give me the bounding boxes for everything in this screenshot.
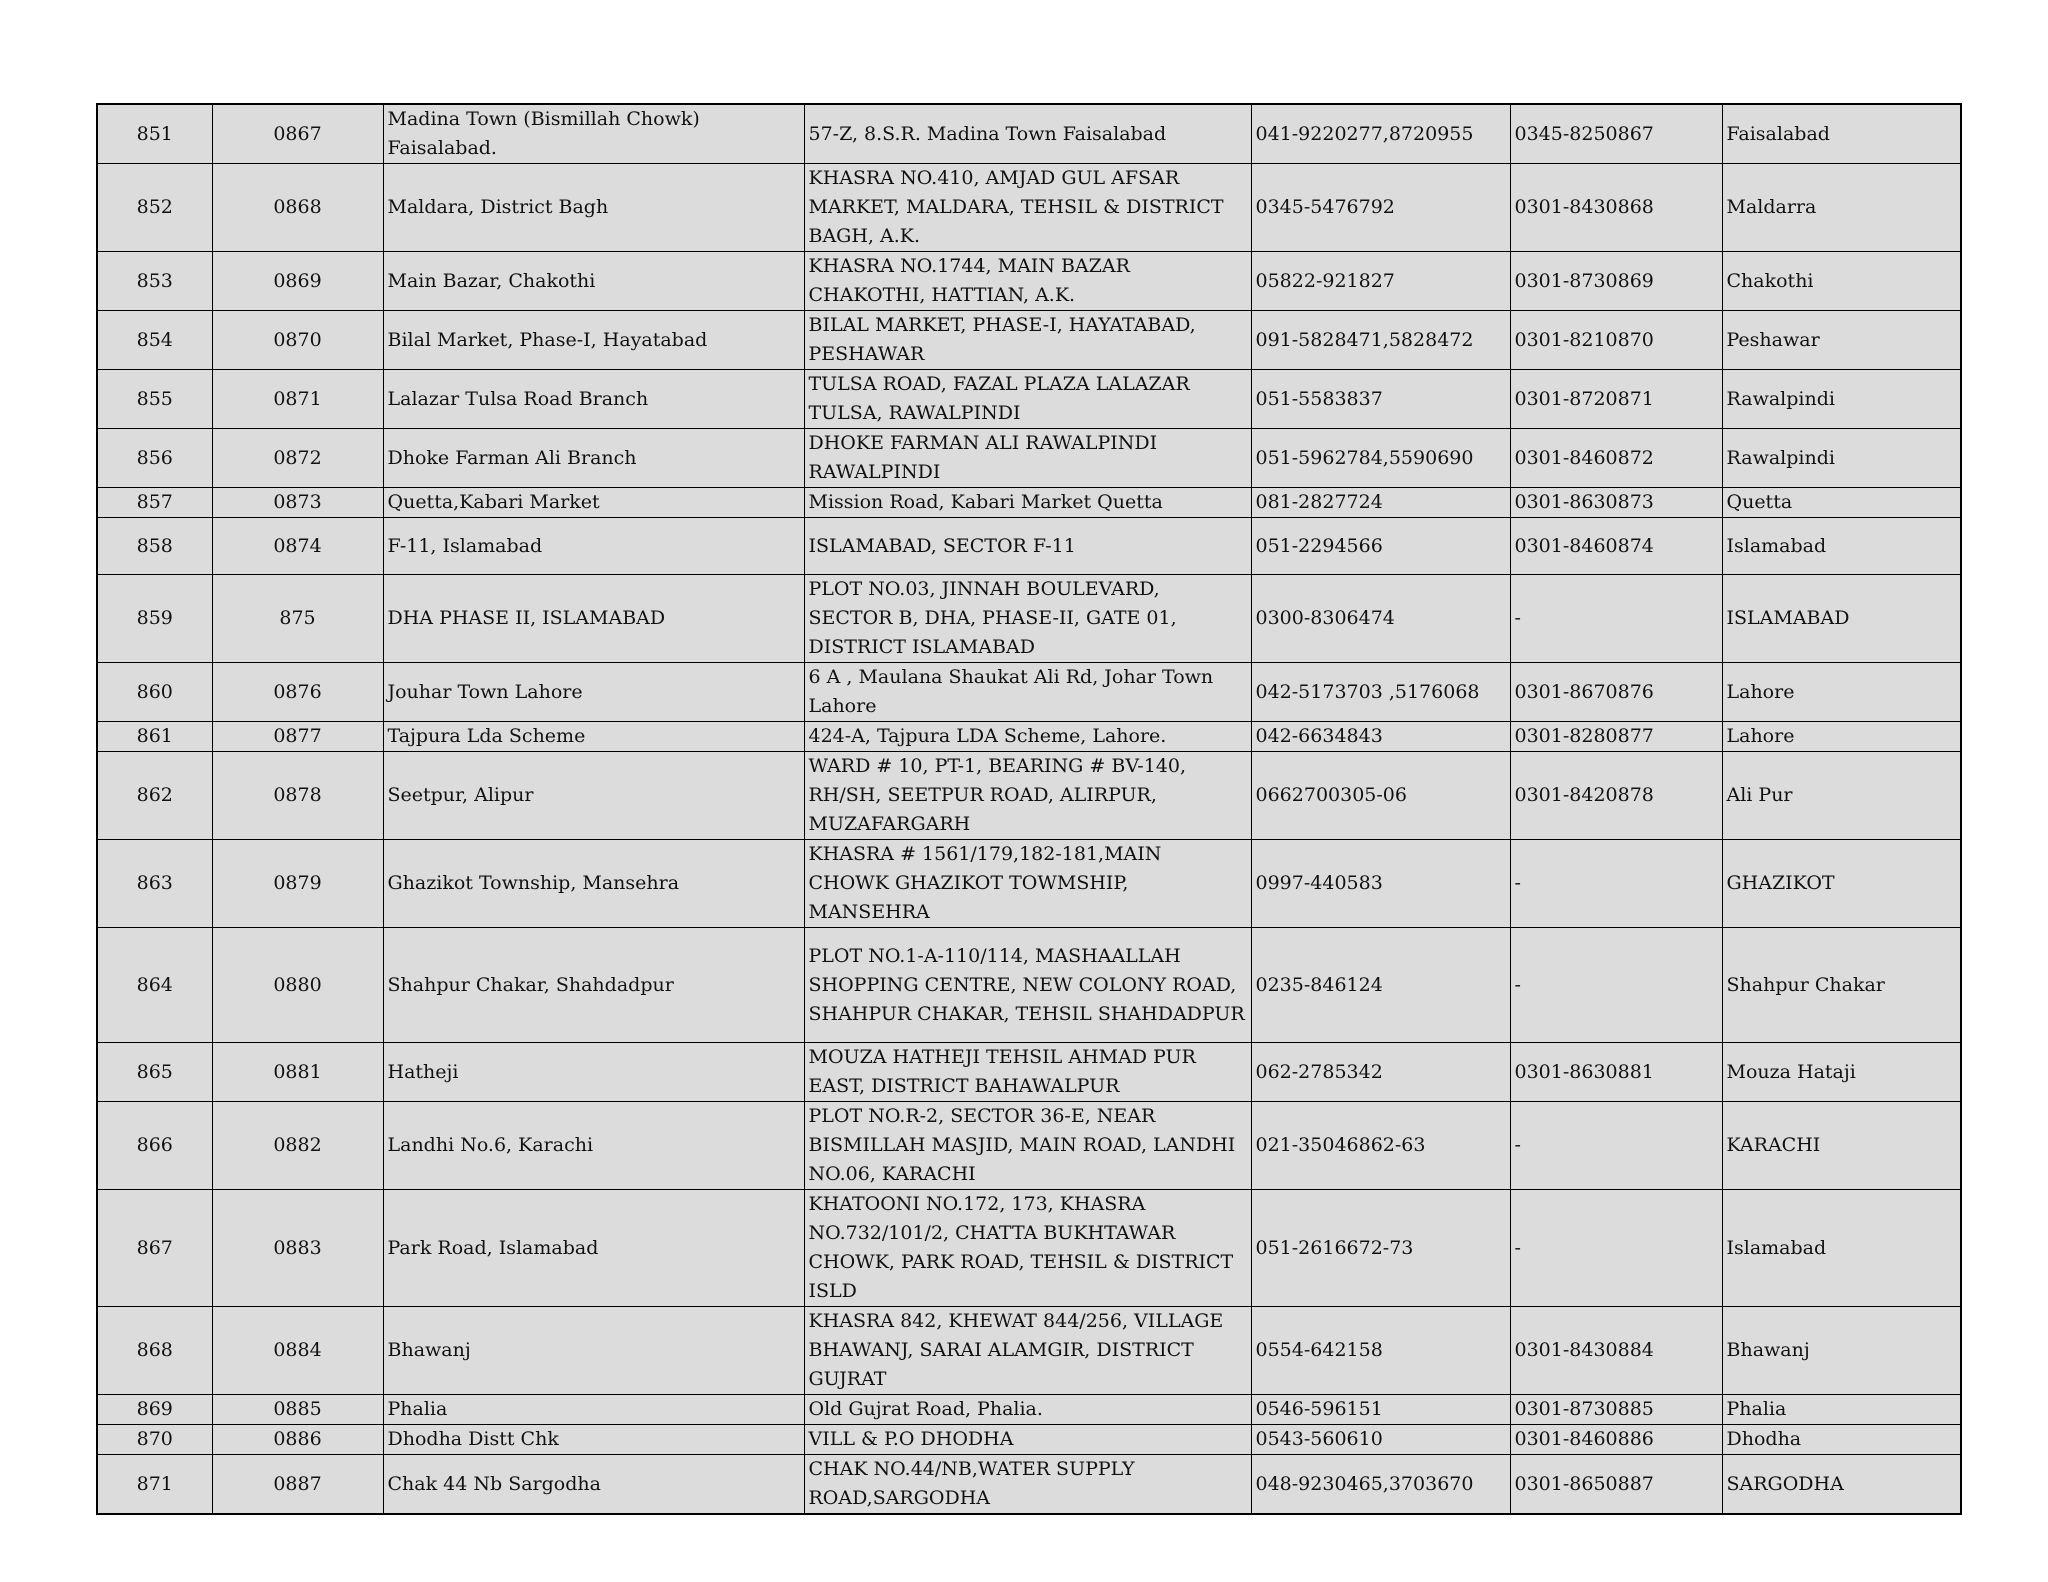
mobile-number: 0301-8730885	[1510, 1395, 1722, 1425]
phone-number: 048-9230465,3703670	[1251, 1455, 1510, 1515]
branch-name: Seetpur, Alipur	[383, 752, 804, 840]
branch-code: 0883	[212, 1190, 383, 1307]
serial-number: 863	[97, 840, 212, 928]
branch-code: 0876	[212, 663, 383, 722]
phone-number: 0345-5476792	[1251, 164, 1510, 252]
mobile-number: 0301-8460886	[1510, 1425, 1722, 1455]
serial-number: 852	[97, 164, 212, 252]
branch-code: 875	[212, 575, 383, 663]
serial-number: 855	[97, 370, 212, 429]
mobile-number: 0301-8630873	[1510, 488, 1722, 518]
mobile-number: 0301-8650887	[1510, 1455, 1722, 1515]
mobile-number: -	[1510, 840, 1722, 928]
branch-name: Bilal Market, Phase-I, Hayatabad	[383, 311, 804, 370]
table-row	[97, 1307, 1961, 1395]
branch-code: 0879	[212, 840, 383, 928]
mobile-number: -	[1510, 1102, 1722, 1190]
table-row	[97, 311, 1961, 370]
branch-address: DHOKE FARMAN ALI RAWALPINDI RAWALPINDI	[804, 429, 1251, 488]
table-row	[97, 104, 1961, 164]
branch-name: Maldara, District Bagh	[383, 164, 804, 252]
branch-name: Main Bazar, Chakothi	[383, 252, 804, 311]
branch-name: Quetta,Kabari Market	[383, 488, 804, 518]
branch-code: 0881	[212, 1043, 383, 1102]
city: Islamabad	[1722, 1190, 1961, 1307]
branch-name: Shahpur Chakar, Shahdadpur	[383, 928, 804, 1043]
branch-code: 0871	[212, 370, 383, 429]
city: ISLAMABAD	[1722, 575, 1961, 663]
branch-name: Jouhar Town Lahore	[383, 663, 804, 722]
branch-name: Chak 44 Nb Sargodha	[383, 1455, 804, 1515]
phone-number: 051-2294566	[1251, 518, 1510, 575]
branch-address: VILL & P.O DHODHA	[804, 1425, 1251, 1455]
table-body	[97, 104, 1961, 1514]
mobile-number: 0301-8420878	[1510, 752, 1722, 840]
serial-number: 854	[97, 311, 212, 370]
table-row	[97, 575, 1961, 663]
mobile-number: 0301-8280877	[1510, 722, 1722, 752]
branch-address: KHASRA 842, KHEWAT 844/256, VILLAGE BHAWANJ, SARAI ALAMGIR, DISTRICT GUJRAT	[804, 1307, 1251, 1395]
branch-code: 0867	[212, 104, 383, 164]
phone-number: 051-2616672-73	[1251, 1190, 1510, 1307]
branch-name: Dhodha Distt Chk	[383, 1425, 804, 1455]
serial-number: 865	[97, 1043, 212, 1102]
branch-address: PLOT NO.R-2, SECTOR 36-E, NEAR BISMILLAH MASJID, MAIN ROAD, LANDHI NO.06, KARACHI	[804, 1102, 1251, 1190]
table-row	[97, 928, 1961, 1043]
city: Bhawanj	[1722, 1307, 1961, 1395]
serial-number: 858	[97, 518, 212, 575]
branch-address: 424-A, Tajpura LDA Scheme, Lahore.	[804, 722, 1251, 752]
phone-number: 081-2827724	[1251, 488, 1510, 518]
city: Lahore	[1722, 663, 1961, 722]
mobile-number: 0301-8460874	[1510, 518, 1722, 575]
branch-address: PLOT NO.1-A-110/114, MASHAALLAH SHOPPING CENTRE, NEW COLONY ROAD, SHAHPUR CHAKAR, TEHSIL SHAHDADPUR	[804, 928, 1251, 1043]
serial-number: 867	[97, 1190, 212, 1307]
branch-address: Mission Road, Kabari Market Quetta	[804, 488, 1251, 518]
city: KARACHI	[1722, 1102, 1961, 1190]
table-row	[97, 1455, 1961, 1515]
serial-number: 869	[97, 1395, 212, 1425]
mobile-number: 0301-8430868	[1510, 164, 1722, 252]
serial-number: 868	[97, 1307, 212, 1395]
mobile-number: 0301-8430884	[1510, 1307, 1722, 1395]
table-row	[97, 1425, 1961, 1455]
mobile-number: 0301-8720871	[1510, 370, 1722, 429]
phone-number: 0300-8306474	[1251, 575, 1510, 663]
phone-number: 042-5173703 ,5176068	[1251, 663, 1510, 722]
serial-number: 856	[97, 429, 212, 488]
table-row	[97, 1102, 1961, 1190]
table-row	[97, 752, 1961, 840]
branch-name: Phalia	[383, 1395, 804, 1425]
phone-number: 051-5962784,5590690	[1251, 429, 1510, 488]
table-row	[97, 518, 1961, 575]
branch-address: KHASRA NO.410, AMJAD GUL AFSAR MARKET, MALDARA, TEHSIL & DISTRICT BAGH, A.K.	[804, 164, 1251, 252]
branch-name: F-11, Islamabad	[383, 518, 804, 575]
city: Islamabad	[1722, 518, 1961, 575]
table-row	[97, 722, 1961, 752]
branch-code: 0887	[212, 1455, 383, 1515]
serial-number: 860	[97, 663, 212, 722]
phone-number: 041-9220277,8720955	[1251, 104, 1510, 164]
city: Lahore	[1722, 722, 1961, 752]
branch-name: Lalazar Tulsa Road Branch	[383, 370, 804, 429]
serial-number: 851	[97, 104, 212, 164]
serial-number: 857	[97, 488, 212, 518]
serial-number: 870	[97, 1425, 212, 1455]
branch-name: Dhoke Farman Ali Branch	[383, 429, 804, 488]
branch-address: CHAK NO.44/NB,WATER SUPPLY ROAD,SARGODHA	[804, 1455, 1251, 1515]
branch-name: Madina Town (Bismillah Chowk) Faisalabad.	[383, 104, 804, 164]
mobile-number: -	[1510, 1190, 1722, 1307]
city: Rawalpindi	[1722, 429, 1961, 488]
table-row	[97, 488, 1961, 518]
branch-address: ISLAMABAD, SECTOR F-11	[804, 518, 1251, 575]
branch-name: DHA PHASE II, ISLAMABAD	[383, 575, 804, 663]
table-row	[97, 1043, 1961, 1102]
branch-address: 6 A , Maulana Shaukat Ali Rd, Johar Town Lahore	[804, 663, 1251, 722]
city: Maldarra	[1722, 164, 1961, 252]
mobile-number: 0301-8730869	[1510, 252, 1722, 311]
branch-name: Hatheji	[383, 1043, 804, 1102]
branch-code: 0873	[212, 488, 383, 518]
mobile-number: 0301-8460872	[1510, 429, 1722, 488]
branch-name: Park Road, Islamabad	[383, 1190, 804, 1307]
phone-number: 051-5583837	[1251, 370, 1510, 429]
branch-code: 0885	[212, 1395, 383, 1425]
branch-code: 0868	[212, 164, 383, 252]
mobile-number: -	[1510, 928, 1722, 1043]
table-row	[97, 164, 1961, 252]
branch-name: Bhawanj	[383, 1307, 804, 1395]
table-row	[97, 1395, 1961, 1425]
branch-list-table	[96, 103, 1962, 1515]
table-row	[97, 1190, 1961, 1307]
branch-code: 0877	[212, 722, 383, 752]
branch-code: 0882	[212, 1102, 383, 1190]
mobile-number: 0301-8670876	[1510, 663, 1722, 722]
branch-code: 0878	[212, 752, 383, 840]
branch-code: 0874	[212, 518, 383, 575]
phone-number: 0543-560610	[1251, 1425, 1510, 1455]
branch-code: 0869	[212, 252, 383, 311]
serial-number: 864	[97, 928, 212, 1043]
city: Peshawar	[1722, 311, 1961, 370]
table-row	[97, 663, 1961, 722]
phone-number: 062-2785342	[1251, 1043, 1510, 1102]
branch-code: 0880	[212, 928, 383, 1043]
city: Quetta	[1722, 488, 1961, 518]
serial-number: 871	[97, 1455, 212, 1515]
city: Chakothi	[1722, 252, 1961, 311]
serial-number: 862	[97, 752, 212, 840]
branch-address: KHASRA NO.1744, MAIN BAZAR CHAKOTHI, HATTIAN, A.K.	[804, 252, 1251, 311]
branch-name: Tajpura Lda Scheme	[383, 722, 804, 752]
mobile-number: -	[1510, 575, 1722, 663]
branch-address: 57-Z, 8.S.R. Madina Town Faisalabad	[804, 104, 1251, 164]
phone-number: 05822-921827	[1251, 252, 1510, 311]
branch-address: MOUZA HATHEJI TEHSIL AHMAD PUR EAST, DISTRICT BAHAWALPUR	[804, 1043, 1251, 1102]
table-row	[97, 370, 1961, 429]
phone-number: 091-5828471,5828472	[1251, 311, 1510, 370]
phone-number: 0546-596151	[1251, 1395, 1510, 1425]
branch-name: Landhi No.6, Karachi	[383, 1102, 804, 1190]
serial-number: 853	[97, 252, 212, 311]
branch-address: WARD # 10, PT-1, BEARING # BV-140, RH/SH, SEETPUR ROAD, ALIRPUR, MUZAFARGARH	[804, 752, 1251, 840]
phone-number: 0662700305-06	[1251, 752, 1510, 840]
branch-address: KHATOONI NO.172, 173, KHASRA NO.732/101/2, CHATTA BUKHTAWAR CHOWK, PARK ROAD, TEHSIL & DISTRICT ISLD	[804, 1190, 1251, 1307]
city: Rawalpindi	[1722, 370, 1961, 429]
city: GHAZIKOT	[1722, 840, 1961, 928]
phone-number: 0997-440583	[1251, 840, 1510, 928]
city: Faisalabad	[1722, 104, 1961, 164]
city: Phalia	[1722, 1395, 1961, 1425]
mobile-number: 0301-8630881	[1510, 1043, 1722, 1102]
branch-name: Ghazikot Township, Mansehra	[383, 840, 804, 928]
table-row	[97, 429, 1961, 488]
phone-number: 021-35046862-63	[1251, 1102, 1510, 1190]
branch-address: TULSA ROAD, FAZAL PLAZA LALAZAR TULSA, RAWALPINDI	[804, 370, 1251, 429]
branch-address: PLOT NO.03, JINNAH BOULEVARD, SECTOR B, DHA, PHASE-II, GATE 01, DISTRICT ISLAMABAD	[804, 575, 1251, 663]
city: Ali Pur	[1722, 752, 1961, 840]
mobile-number: 0301-8210870	[1510, 311, 1722, 370]
serial-number: 859	[97, 575, 212, 663]
phone-number: 0554-642158	[1251, 1307, 1510, 1395]
branch-code: 0870	[212, 311, 383, 370]
phone-number: 0235-846124	[1251, 928, 1510, 1043]
serial-number: 866	[97, 1102, 212, 1190]
branch-code: 0884	[212, 1307, 383, 1395]
branch-address: BILAL MARKET, PHASE-I, HAYATABAD, PESHAWAR	[804, 311, 1251, 370]
table-row	[97, 252, 1961, 311]
serial-number: 861	[97, 722, 212, 752]
mobile-number: 0345-8250867	[1510, 104, 1722, 164]
city: Dhodha	[1722, 1425, 1961, 1455]
table-row	[97, 840, 1961, 928]
city: SARGODHA	[1722, 1455, 1961, 1515]
branch-address: KHASRA # 1561/179,182-181,MAIN CHOWK GHAZIKOT TOWMSHIP, MANSEHRA	[804, 840, 1251, 928]
branch-address: Old Gujrat Road, Phalia.	[804, 1395, 1251, 1425]
branch-code: 0886	[212, 1425, 383, 1455]
city: Shahpur Chakar	[1722, 928, 1961, 1043]
branch-code: 0872	[212, 429, 383, 488]
phone-number: 042-6634843	[1251, 722, 1510, 752]
city: Mouza Hataji	[1722, 1043, 1961, 1102]
